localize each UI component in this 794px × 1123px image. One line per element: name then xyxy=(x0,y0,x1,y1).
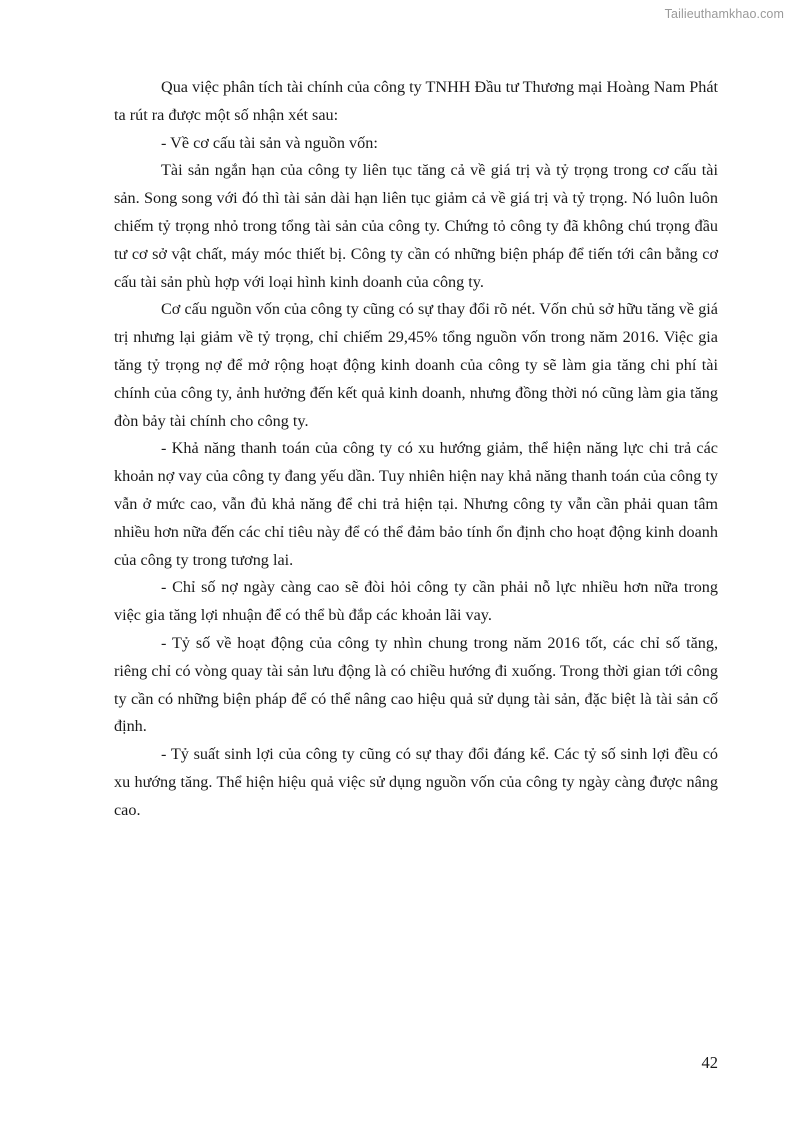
document-body xyxy=(114,74,718,825)
paragraph-asset-structure-heading: - Về cơ cấu tài sản và nguồn vốn: xyxy=(161,133,378,152)
page-number: 42 xyxy=(701,1053,718,1072)
paragraph-debt-ratio: - Chỉ số nợ ngày càng cao sẽ đòi hỏi công ty cần phải nỗ lực nhiều hơn nữa trong việc gia tăng lợi nhuận để có thể bù đắp các khoản lãi vay. xyxy=(114,578,718,625)
paragraph-short-term-assets: Tài sản ngắn hạn của công ty liên tục tăng cả về giá trị và tỷ trọng trong cơ cấu tài sản. Song song với đó thì tài sản dài hạn liên tục giảm cả về giá trị và tỷ trọng. Nó luôn luôn chiếm tỷ trọng nhỏ trong tổng tài sản của công ty. Chứng tỏ công ty đã không chú trọng đầu tư cơ sở vật chất, máy móc thiết bị. Công ty cần có những biện pháp để tiến tới cân bằng cơ cấu tài sản phù hợp với loại hình kinh doanh của công ty. xyxy=(114,161,718,291)
paragraph-profitability: - Tỷ suất sinh lợi của công ty cũng có sự thay đổi đáng kể. Các tỷ số sinh lợi đều có xu hướng tăng. Thể hiện hiệu quả việc sử dụng nguồn vốn của công ty ngày càng được nâng cao. xyxy=(114,745,718,819)
paragraph-solvency: - Khả năng thanh toán của công ty có xu hướng giảm, thể hiện năng lực chi trả các khoản nợ vay của công ty đang yếu dần. Tuy nhiên hiện nay khả năng thanh toán của công ty vẫn ở mức cao, vẫn đủ khả năng để chi trả hiện tại. Nhưng công ty vẫn cần phải quan tâm nhiều hơn nữa đến các chỉ tiêu này để có thể đảm bảo tính ổn định cho hoạt động kinh doanh của công ty trong tương lai. xyxy=(114,439,718,569)
paragraph-intro: Qua việc phân tích tài chính của công ty TNHH Đầu tư Thương mại Hoàng Nam Phát ta rút ra được một số nhận xét sau: xyxy=(114,78,718,124)
paragraph-activity-ratios: - Tỷ số về hoạt động của công ty nhìn chung trong năm 2016 tốt, các chỉ số tăng, riêng chỉ có vòng quay tài sản lưu động là có chiều hướng đi xuống. Trong thời gian tới công ty cần có những biện pháp để có thể nâng cao hiệu quả sử dụng tài sản, đặc biệt là tài sản cố định. xyxy=(114,633,718,736)
paragraph-capital-structure: Cơ cấu nguồn vốn của công ty cũng có sự thay đổi rõ nét. Vốn chủ sở hữu tăng về giá trị nhưng lại giảm về tỷ trọng, chỉ chiếm 29,45% tổng nguồn vốn trong năm 2016. Việc gia tăng tỷ trọng nợ để mở rộng hoạt động kinh doanh của công ty sẽ làm gia tăng chi phí tài chính của công ty, ảnh hưởng đến kết quả kinh doanh, nhưng đồng thời nó cũng làm gia tăng đòn bảy tài chính cho công ty. xyxy=(114,300,718,430)
watermark: Tailieuthamkhao.com xyxy=(664,7,784,21)
